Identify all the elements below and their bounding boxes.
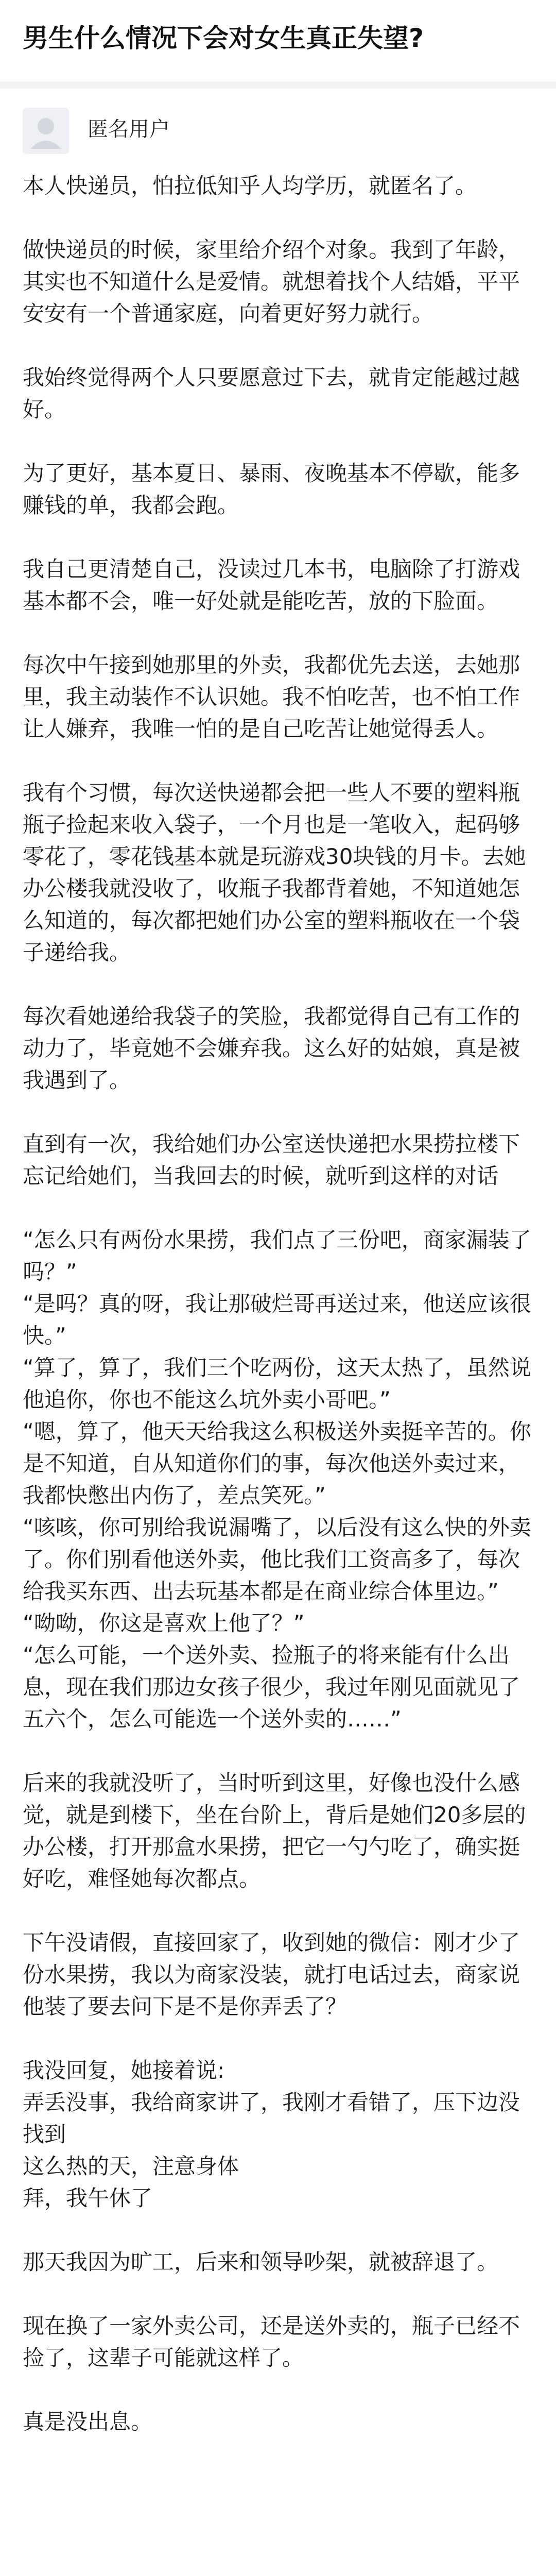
answer-content bbox=[23, 170, 533, 2470]
author-name[interactable]: 匿名用户 bbox=[88, 117, 170, 141]
answer-paragraph: 后来的我就没听了，当时听到这里，好像也没什么感觉，就是到楼下，坐在台阶上，背后是她们20多层的办公楼，打开那盒水果捞，把它一勺勺吃了，确实挺好吃，难怪她每次都点。 bbox=[23, 1770, 526, 1891]
section-divider bbox=[0, 81, 556, 89]
dialogue-line: “呦呦，你这是喜欢上他了？” bbox=[23, 1611, 305, 1636]
answer-paragraph: 为了更好，基本夏日、暴雨、夜晚基本不停歇，能多赚钱的单，我都会跑。 bbox=[23, 461, 520, 518]
message-line: 拜，我午休了 bbox=[23, 2185, 153, 2211]
dialogue-line: “咳咳，你可别给我说漏嘴了，以后没有这么快的外卖了。你们别看他送外卖，他比我们工资高多了，每次给我买东西、出去玩基本都是在商业综合体里边。” bbox=[23, 1515, 531, 1604]
dialogue-line: “怎么可能，一个送外卖、捡瓶子的将来能有什么出息，现在我们那边女孩子很少，我过年刚见面就见了五六个，怎么可能选一个送外卖的……” bbox=[23, 1642, 520, 1732]
answer-paragraph: 真是没出息。 bbox=[23, 2409, 153, 2434]
dialogue-line: “嗯，算了，他天天给我这么积极送外卖挺辛苦的。你是不知道，自从知道你们的事，每次他送外卖过来，我都快憋出内伤了，差点笑死。” bbox=[23, 1419, 531, 1508]
answer-paragraph: 那天我因为旷工，后来和领导吵架，就被辞退了。 bbox=[23, 2249, 499, 2275]
dialogue-line: “是吗？真的呀，我让那破烂哥再送过来，他送应该很快。” bbox=[23, 1291, 531, 1348]
answer-paragraph: 每次中午接到她那里的外卖，我都优先去送，去她那里，我主动装作不认识她。我不怕吃苦，也不怕工作让人嫌弃，我唯一怕的是自己吃苦让她觉得丢人。 bbox=[23, 652, 520, 741]
question-title[interactable]: 男生什么情况下会对女生真正失望? bbox=[23, 23, 424, 53]
answer-paragraph: 每次看她递给我袋子的笑脸，我都觉得自己有工作的动力了，毕竟她不会嫌弃我。这么好的姑娘，真是被我遇到了。 bbox=[23, 1004, 520, 1093]
dialogue-line: “算了，算了，我们三个吃两份，这天太热了，虽然说他追你，你也不能这么坑外卖小哥吧。” bbox=[23, 1355, 531, 1412]
answer-paragraph: 我自己更清楚自己，没读过几本书，电脑除了打游戏基本都不会，唯一好处就是能吃苦，放的下脸面。 bbox=[23, 556, 520, 614]
message-line: 这么热的天，注意身体 bbox=[23, 2154, 239, 2179]
answer-paragraph: 我有个习惯，每次送快递都会把一些人不要的塑料瓶瓶子捡起来收入袋子，一个月也是一笔收入，起码够零花了，零花钱基本就是玩游戏30块钱的月卡。去她办公楼我就没收了，收瓶子我都背着她，不知道她怎么知道的，每次都把她们办公室的塑料瓶收在一个袋子递给我。 bbox=[23, 780, 526, 965]
answer-paragraph: 直到有一次，我给她们办公室送快递把水果捞拉楼下忘记给她们，当我回去的时候，就听到这样的对话 bbox=[23, 1131, 520, 1189]
answer-paragraph: 现在换了一家外卖公司，还是送外卖的，瓶子已经不捡了，这辈子可能就这样了。 bbox=[23, 2313, 520, 2370]
message-line: 弄丢没事，我给商家讲了，我刚才看错了，压下边没找到 bbox=[23, 2090, 520, 2147]
answer-paragraph: 本人快递员，怕拉低知乎人均学历，就匿名了。 bbox=[23, 173, 477, 198]
avatar-silhouette-icon bbox=[23, 108, 69, 154]
answer-paragraph: 我没回复，她接着说: bbox=[23, 2058, 225, 2083]
dialogue-line: “怎么只有两份水果捞，我们点了三份吧，商家漏装了吗？” bbox=[23, 1227, 531, 1284]
author-row bbox=[23, 106, 533, 157]
answer-paragraph: 下午没请假，直接回家了，收到她的微信：刚才少了份水果捞，我以为商家没装，就打电话过去，商家说他装了要去问下是不是你弄丢了？ bbox=[23, 1930, 520, 2019]
answer-paragraph: 做快递员的时候，家里给介绍个对象。我到了年龄，其实也不知道什么是爱情。就想着找个人结婚，平平安安有一个普通家庭，向着更好努力就行。 bbox=[23, 237, 520, 326]
answer-paragraph: 我始终觉得两个人只要愿意过下去，就肯定能越过越好。 bbox=[23, 365, 520, 422]
anonymous-avatar-icon[interactable] bbox=[23, 108, 69, 154]
